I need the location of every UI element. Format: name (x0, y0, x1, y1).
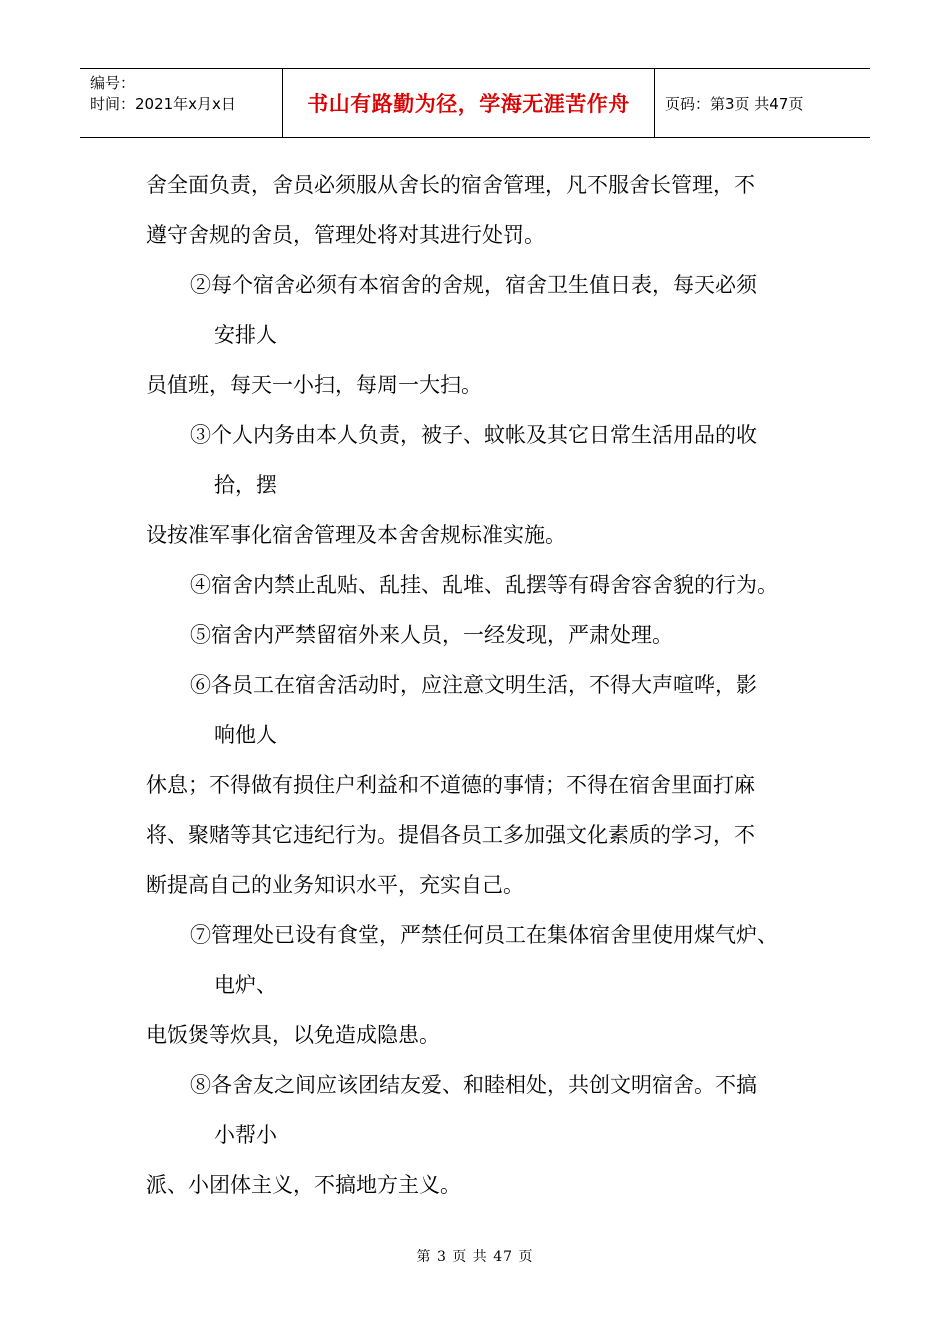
body-paragraph-line: 电炉、 (214, 973, 277, 997)
document-body (146, 160, 826, 1210)
body-paragraph-line: ②每个宿舍必须有本宿舍的舍规，宿舍卫生值日表，每天必须 (190, 273, 757, 297)
body-paragraph-line: 休息；不得做有损住户利益和不道德的事情；不得在宿舍里面打麻 (146, 773, 755, 797)
header-motto: 书山有路勤为径，学海无涯苦作舟 (307, 92, 630, 116)
header-page-cell (655, 69, 870, 137)
body-paragraph-line: ⑤宿舍内严禁留宿外来人员，一经发现，严肃处理。 (190, 623, 673, 647)
page-footer: 第 3 页 共 47 页 (416, 1249, 534, 1265)
document-number-label: 编号： (90, 74, 136, 92)
body-paragraph-line: 小帮小 (214, 1123, 277, 1147)
body-paragraph-line: ⑦管理处已设有食堂，严禁任何员工在集体宿舍里使用煤气炉、 (190, 923, 778, 947)
body-paragraph-line: ⑥各员工在宿舍活动时，应注意文明生活，不得大声喧哗，影 (190, 673, 757, 697)
body-paragraph-line: ⑧各舍友之间应该团结友爱、和睦相处，共创文明宿舍。不搞 (190, 1073, 757, 1097)
body-paragraph-line: 设按准军事化宿舍管理及本舍舍规标准实施。 (146, 523, 566, 547)
body-paragraph-line: ④宿舍内禁止乱贴、乱挂、乱堆、乱摆等有碍舍容舍貌的行为。 (190, 573, 778, 597)
body-paragraph-line: 将、聚赌等其它违纪行为。提倡各员工多加强文化素质的学习，不 (146, 823, 755, 847)
body-paragraph-line: 拾，摆 (214, 473, 277, 497)
body-paragraph-line: 响他人 (214, 723, 277, 747)
body-paragraph-line: 安排人 (214, 323, 277, 347)
body-paragraph-line: 电饭煲等炊具，以免造成隐患。 (146, 1023, 440, 1047)
header-meta-cell (80, 69, 283, 137)
body-paragraph-line: 员值班，每天一小扫，每周一大扫。 (146, 373, 482, 397)
body-paragraph-line: 断提高自己的业务知识水平，充实自己。 (146, 873, 524, 897)
document-time-label: 时间：2021年x月x日 (90, 95, 236, 113)
body-paragraph-line: 派、小团体主义，不搞地方主义。 (146, 1173, 461, 1197)
body-paragraph-line: 舍全面负责，舍员必须服从舍长的宿舍管理，凡不服舍长管理，不 (146, 173, 755, 197)
header-motto-cell (283, 69, 655, 137)
body-paragraph-line: ③个人内务由本人负责，被子、蚊帐及其它日常生活用品的收 (190, 423, 757, 447)
body-paragraph-line: 遵守舍规的舍员，管理处将对其进行处罚。 (146, 223, 545, 247)
document-header (80, 68, 870, 138)
header-page-info: 页码：第3页 共47页 (665, 94, 804, 113)
